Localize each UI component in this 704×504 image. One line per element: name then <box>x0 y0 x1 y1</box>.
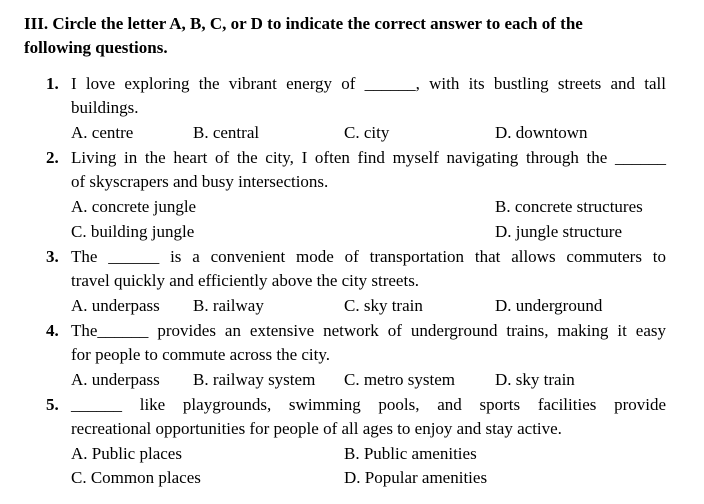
question-number: 2. <box>46 148 59 167</box>
question-stem-line-2: buildings. <box>71 98 139 117</box>
option-c[interactable]: C. sky train <box>344 296 423 315</box>
option-b[interactable]: B. central <box>193 123 260 142</box>
option-c[interactable]: C. city <box>344 123 390 142</box>
question-stem-line-2: for people to commute across the city. <box>71 345 331 364</box>
question-stem-line-1: ______ like playgrounds, swimming pools, and sports facilities provide <box>71 395 666 414</box>
option-d[interactable]: D. underground <box>495 296 603 315</box>
question-stem-line-2: travel quickly and efficiently above the city streets. <box>71 271 420 290</box>
question-number: 5. <box>46 395 59 414</box>
option-d[interactable]: D. downtown <box>495 123 588 142</box>
section-heading-line-1: III. Circle the letter A, B, C, or D to indicate the correct answer to each of the <box>24 14 583 33</box>
question-stem-line-1: The______ provides an extensive network of underground trains, making it easy <box>71 321 666 340</box>
option-a[interactable]: A. underpass <box>71 296 160 315</box>
option-d[interactable]: D. Popular amenities <box>344 468 488 487</box>
option-b[interactable]: B. railway <box>193 296 264 315</box>
option-d[interactable]: D. sky train <box>495 370 575 389</box>
option-a[interactable]: A. Public places <box>71 444 182 463</box>
option-c[interactable]: C. Common places <box>71 468 201 487</box>
option-c[interactable]: C. metro system <box>344 370 455 389</box>
option-d[interactable]: D. jungle structure <box>495 222 622 241</box>
option-c[interactable]: C. building jungle <box>71 222 195 241</box>
question-stem-line-2: of skyscrapers and busy intersections. <box>71 172 329 191</box>
question-number: 4. <box>46 321 59 340</box>
question-number: 1. <box>46 74 59 93</box>
option-a[interactable]: A. concrete jungle <box>71 197 197 216</box>
option-b[interactable]: B. Public amenities <box>344 444 477 463</box>
question-stem-line-1: The ______ is a convenient mode of transportation that allows commuters to <box>71 247 666 266</box>
question-stem-line-2: recreational opportunities for people of all ages to enjoy and stay active. <box>71 419 562 438</box>
question-stem-line-1: Living in the heart of the city, I often find myself navigating through the ______ <box>71 148 666 167</box>
section-heading-line-2: following questions. <box>24 38 168 57</box>
option-b[interactable]: B. railway system <box>193 370 316 389</box>
option-a[interactable]: A. underpass <box>71 370 160 389</box>
option-a[interactable]: A. centre <box>71 123 134 142</box>
question-stem-line-1: I love exploring the vibrant energy of ______, with its bustling streets and tall <box>71 74 666 93</box>
question-number: 3. <box>46 247 59 266</box>
option-b[interactable]: B. concrete structures <box>495 197 643 216</box>
